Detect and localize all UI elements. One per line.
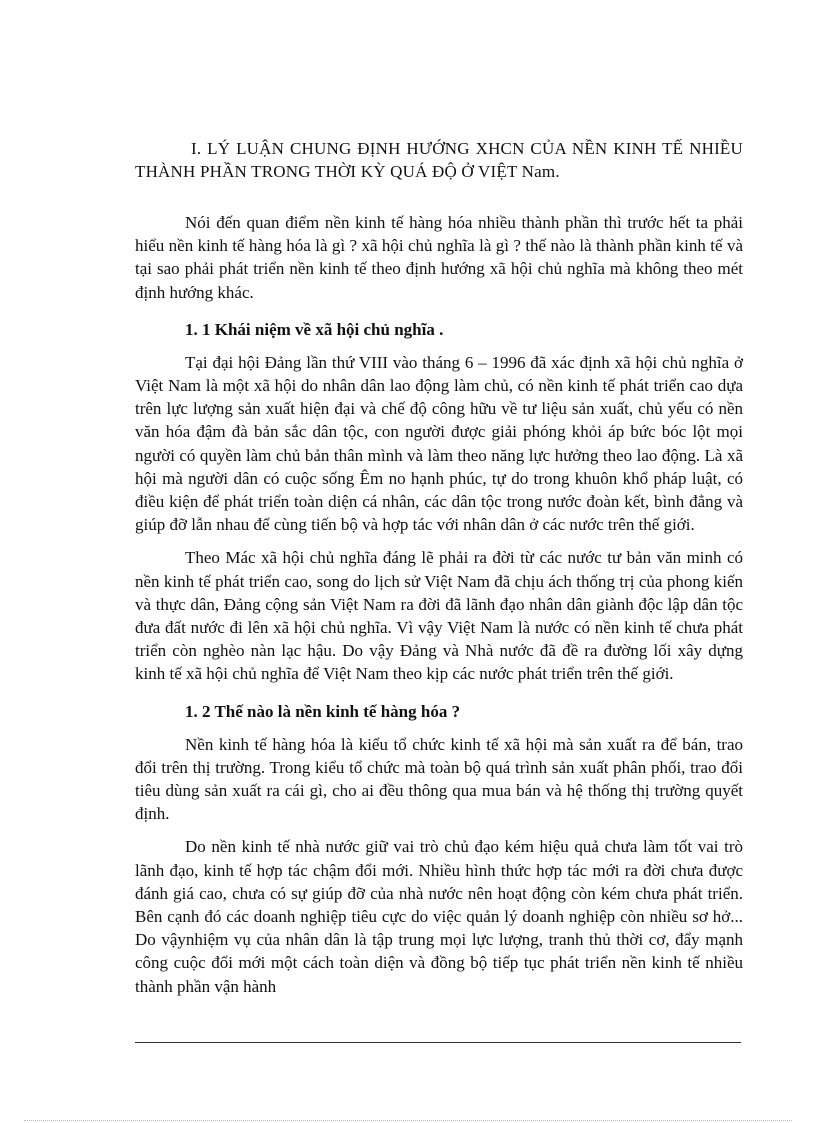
section-2-paragraph: Nền kinh tế hàng hóa là kiểu tổ chức kinh tế xã hội mà sản xuất ra để bán, trao đổi trên thị trường. Trong kiểu tổ chức mà toàn bộ quá trình sản xuất phân phối, trao đổi tiêu dùng sản xuất ra cái gì, cho ai đều thông qua mua bán và hệ thống thị trường quyết định. (135, 734, 743, 824)
section-1-paragraph: Theo Mác xã hội chủ nghĩa đáng lẽ phải ra đời từ các nước tư bản văn minh có nền kinh tế phát triển cao, song do lịch sử Việt Nam đã chịu ách thống trị của phong kiến và thực dân, Đảng cộng sản Việt Nam ra đời đã lãnh đạo nhân dân giành độc lập dân tộc đưa đất nước đi lên xã hội chủ nghĩa. Vì vậy Việt Nam là nước có nền kinh tế chưa phát triển còn nghèo nàn lạc hậu. Do vậy Đảng và Nhà nước đã đề ra đường lối xây dựng kinh tế xã hội chủ nghĩa để Việt Nam theo kịp các nước phát triển trên thế giới. (135, 548, 743, 684)
footer-rule (135, 1042, 741, 1043)
document-body (135, 137, 743, 1008)
section-1-paragraph: Tại đại hội Đảng lần thứ VIII vào tháng 6 – 1996 đã xác định xã hội chủ nghĩa ở Việt Nam là một xã hội do nhân dân lao động làm chủ, có nền kinh tế phát triển cao dựa trên lực lượng sản xuất hiện đại và chế độ công hữu về tư liệu sản xuất, chủ yếu có nền văn hóa đậm đà bản sắc dân tộc, con người được giải phóng khỏi áp bức bóc lột mọi người có quyền làm chủ bản thân mình và làm theo năng lực hưởng theo lao động. Là xã hội mà người dân có cuộc sống Êm no hạnh phúc, tự do trong khuôn khổ pháp luật, có điều kiện để phát triển toàn diện cá nhân, các dân tộc trong nước đoàn kết, bình đẳng và giúp đỡ lẫn nhau để cùng tiến bộ và hợp tác với nhân dân ở các nước trên thế giới. (135, 352, 743, 535)
intro-paragraph: Nói đến quan điểm nền kinh tế hàng hóa nhiều thành phần thì trước hết ta phải hiểu nền kinh tế hàng hóa là gì ? xã hội chủ nghĩa là gì ? thế nào là thành phần kinh tế và tại sao phải phát triển nền kinh tế theo định hướng xã hội chủ nghĩa mà không theo mét định hướng khác. (135, 213, 743, 302)
section-2-paragraph: Do nền kinh tế nhà nước giữ vai trò chủ đạo kém hiệu quả chưa làm tốt vai trò lãnh đạo, kinh tế hợp tác chậm đổi mới. Nhiều hình thức hợp tác mới ra đời chưa được đánh giá cao, chưa có sự giúp đỡ của nhà nước nên hoạt động còn kém chưa phát triển. Bên cạnh đó các doanh nghiệp tiêu cực do việc quản lý doanh nghiệp còn nhiều sơ hở... Do vậynhiệm vụ của nhân dân là tập trung mọi lực lượng, tranh thủ thời cơ, đẩy mạnh công cuộc đổi mới một cách toàn diện và đồng bộ tiếp tục phát triển nền kinh tế nhiều thành phần vận hành (135, 837, 743, 996)
section-1-title: 1. 1 Khái niệm về xã hội chủ nghĩa . (185, 319, 444, 339)
section-2-title: 1. 2 Thế nào là nền kinh tế hàng hóa ? (185, 701, 461, 721)
page-break-divider (24, 1120, 792, 1121)
chapter-heading: I. LÝ LUẬN CHUNG ĐỊNH HƯỚNG XHCN CỦA NỀN KINH TẾ NHIỀU THÀNH PHẦN TRONG THỜI KỲ QUÁ ĐỘ Ở VIỆT Nam. (135, 139, 743, 181)
